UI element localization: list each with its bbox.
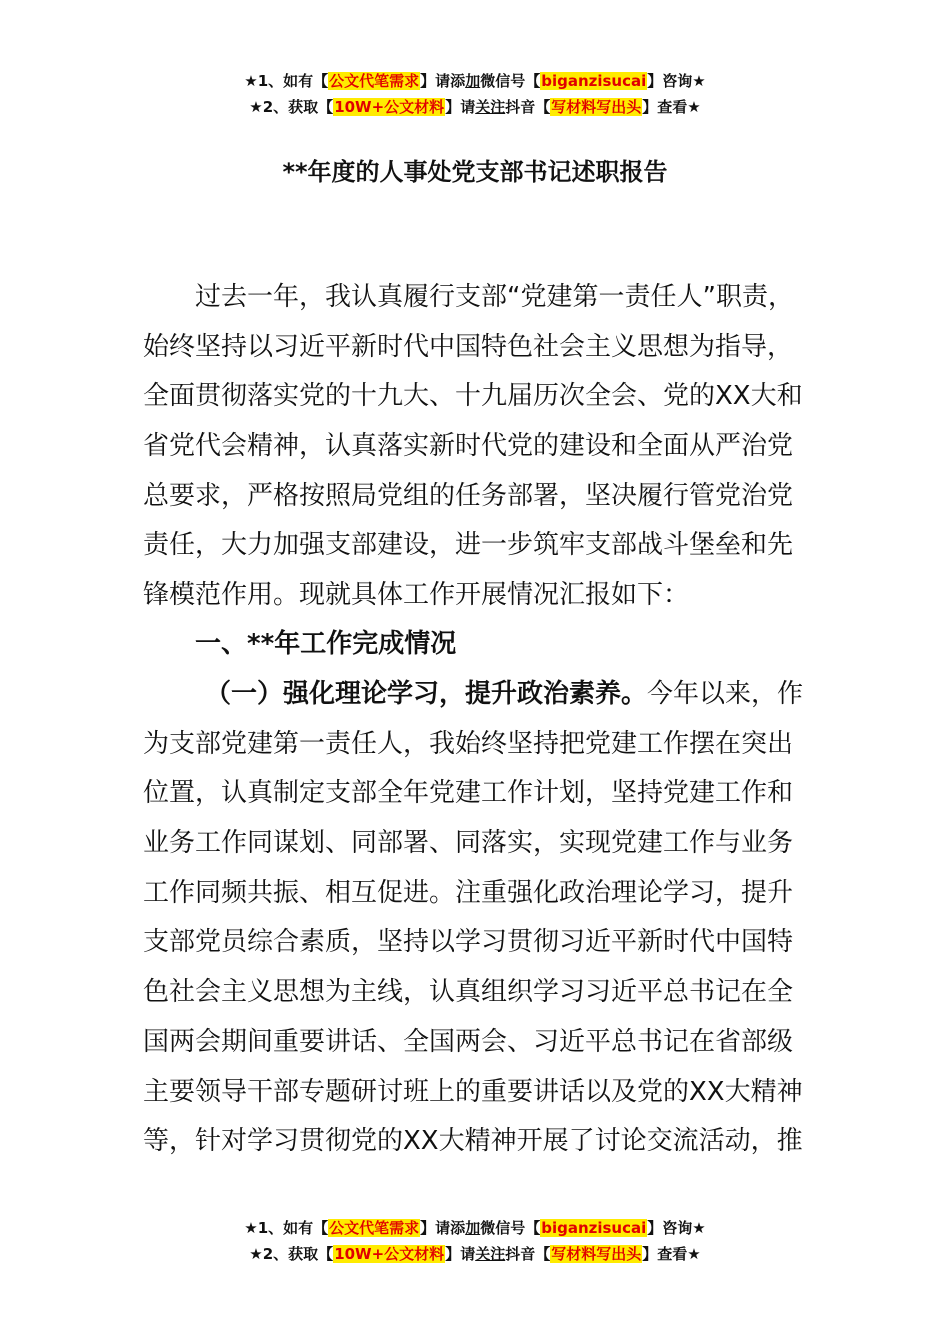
promo-highlight: 公文代笔需求 [329, 72, 420, 90]
text-line: 全面贯彻落实党的十九大、十九届历次全会、党的XX大和 [143, 381, 803, 412]
promo-text: 】请添 [420, 72, 466, 90]
subsection-lead: （一）强化理论学习，提升政治素养。 [205, 679, 648, 709]
promo-wechat-id: biganzisucai [541, 72, 647, 90]
text-line: 责任，大力加强支部建设，进一步筑牢支部战斗堡垒和先 [143, 530, 794, 561]
promo-text: ★1、如有【 [244, 1219, 329, 1237]
promo-text: 】请 [445, 1245, 476, 1263]
promo-text: ★2、获取【 [249, 1245, 334, 1263]
promo-highlight: 公文代笔需求 [329, 1219, 420, 1237]
text-line [143, 670, 818, 720]
promo-text: 】请添 [420, 1219, 466, 1237]
text-line: 为支部党建第一责任人，我始终坚持把党建工作摆在突出 [143, 728, 794, 759]
promo-text: ★1、如有【 [244, 72, 329, 90]
document-title: **年度的人事处党支部书记述职报告 [282, 158, 668, 186]
promo-text: 微信号【 [480, 1219, 541, 1237]
paragraph-intro [143, 273, 818, 621]
promo-text: 抖音【 [505, 1245, 551, 1263]
promo-douyin-id: 写材料写出头 [551, 1245, 642, 1263]
section-heading: 一、**年工作完成情况 [195, 629, 457, 659]
promo-line-2 [0, 94, 950, 120]
promo-wechat-id: biganzisucai [541, 1219, 647, 1237]
promo-underlined: 加 [465, 1219, 481, 1237]
promo-underlined: 关注 [475, 98, 506, 116]
promo-highlight: 10W+公文材料 [334, 1245, 445, 1263]
text-run: 今年以来，作 [647, 679, 804, 709]
promo-underlined: 加 [465, 72, 481, 90]
promo-text: 】咨询★ [647, 72, 706, 90]
text-line: 始终坚持以习近平新时代中国特色社会主义思想为指导， [143, 331, 794, 362]
promo-banner-top [0, 68, 950, 120]
text-line: 过去一年，我认真履行支部“党建第一责任人”职责， [195, 282, 794, 312]
promo-douyin-id: 写材料写出头 [551, 98, 642, 116]
text-line: 主要领导干部专题研讨班上的重要讲话以及党的XX大精神 [143, 1076, 803, 1107]
paragraph-theory-study [143, 670, 818, 1167]
text-line: 支部党员综合素质，坚持以学习贯彻习近平新时代中国特 [143, 927, 794, 958]
text-line: 工作同频共振、相互促进。注重强化政治理论学习，提升 [143, 877, 794, 908]
text-line: 省党代会精神，认真落实新时代党的建设和全面从严治党 [143, 431, 794, 462]
promo-text: 】咨询★ [647, 1219, 706, 1237]
promo-line-2 [0, 1241, 950, 1267]
promo-text: 】查看★ [642, 98, 701, 116]
text-line: 锋模范作用。现就具体工作开展情况汇报如下： [143, 580, 690, 611]
text-line: 业务工作同谋划、同部署、同落实，实现党建工作与业务 [143, 828, 794, 859]
promo-text: 微信号【 [480, 72, 541, 90]
text-line: 位置，认真制定支部全年党建工作计划，坚持党建工作和 [143, 778, 794, 809]
promo-text: 】请 [445, 98, 476, 116]
text-line: 色社会主义思想为主线，认真组织学习习近平总书记在全 [143, 977, 794, 1008]
promo-underlined: 关注 [475, 1245, 506, 1263]
promo-text: ★2、获取【 [249, 98, 334, 116]
promo-line-1 [0, 68, 950, 94]
promo-banner-bottom [0, 1215, 950, 1267]
text-line: 总要求，严格按照局党组的任务部署，坚决履行管党治党 [143, 480, 794, 511]
promo-text: 抖音【 [505, 98, 551, 116]
promo-highlight: 10W+公文材料 [334, 98, 445, 116]
text-line: 等，针对学习贯彻党的XX大精神开展了讨论交流活动，推 [143, 1126, 803, 1157]
text-line: 国两会期间重要讲话、全国两会、习近平总书记在省部级 [143, 1026, 794, 1057]
promo-line-1 [0, 1215, 950, 1241]
promo-text: 】查看★ [642, 1245, 701, 1263]
